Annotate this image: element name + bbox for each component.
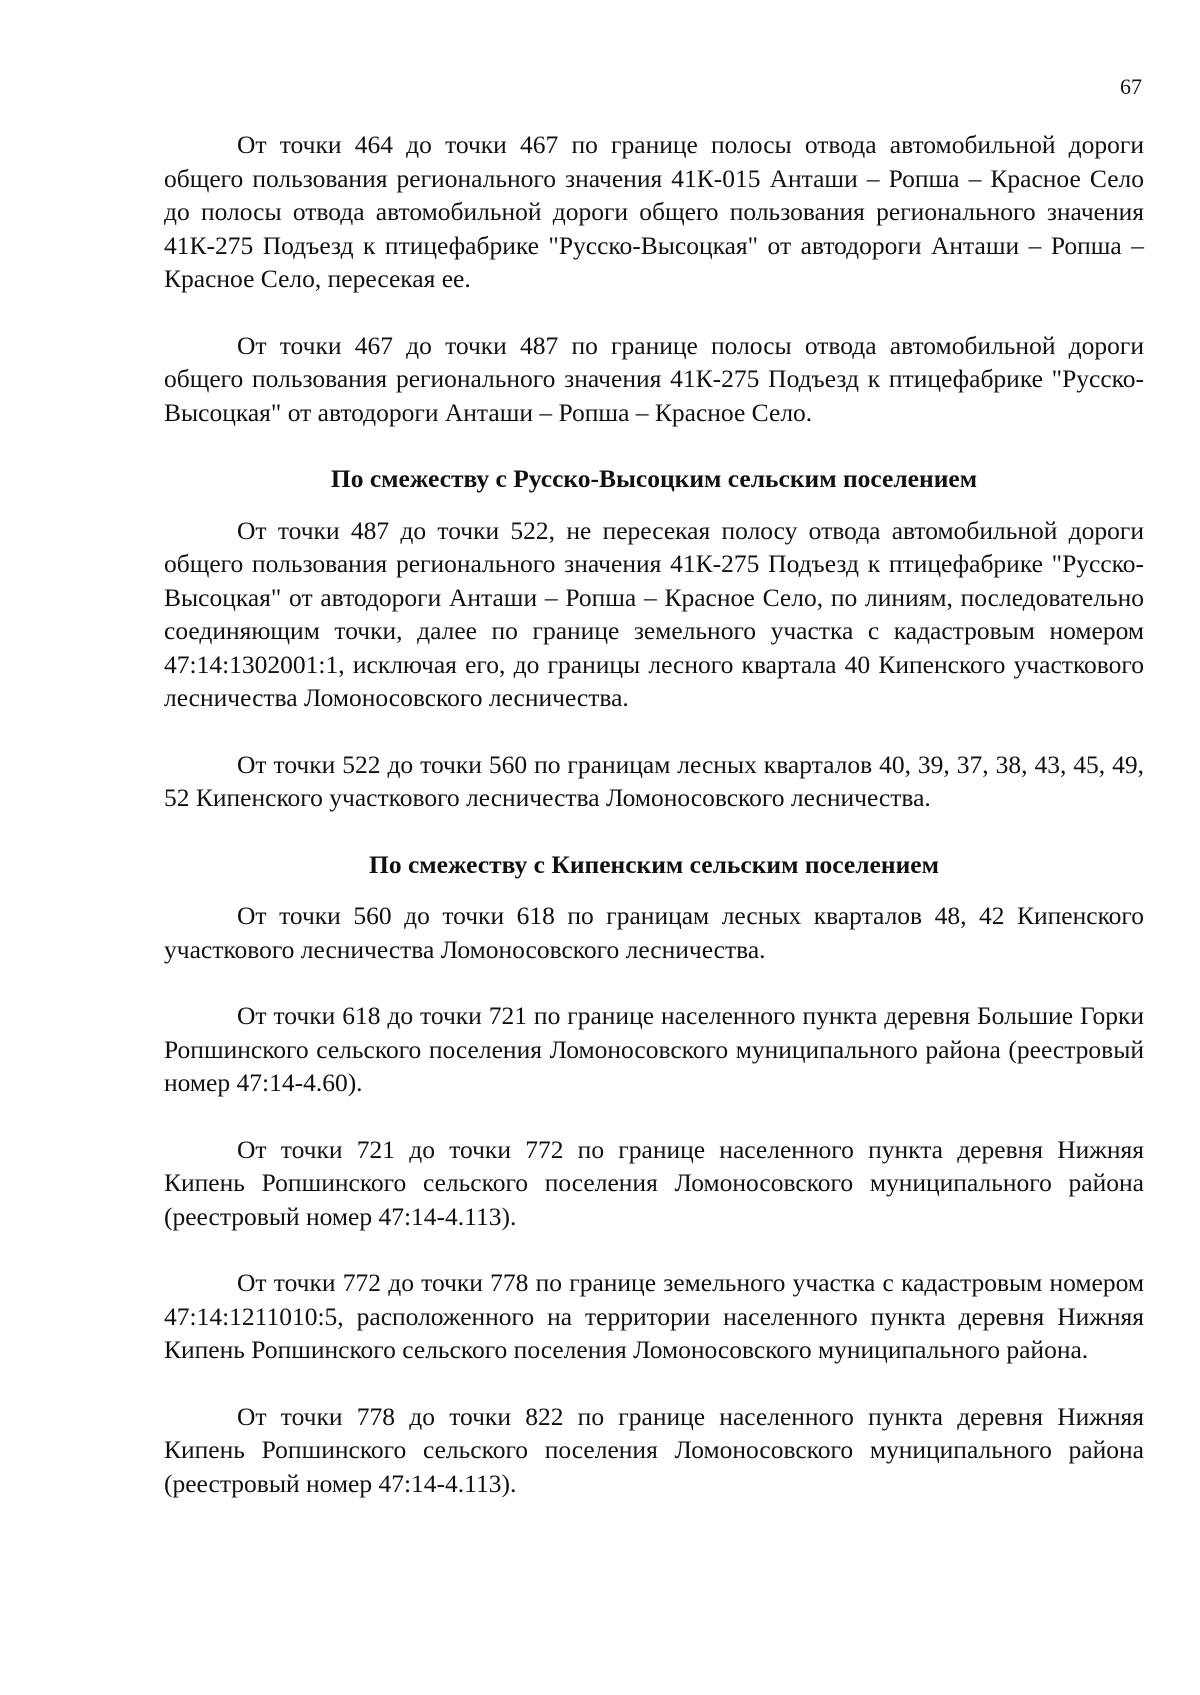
paragraph-segment-772-778: От точки 772 до точки 778 по границе земельного участка с кадастровым номером 47:14:1211010:5, расположенного на территории населенного пункта деревня Нижняя Кипень Ропшинского сельского поселения Ломоносовского муниципального района. bbox=[164, 1268, 1144, 1364]
section-heading-kipenskoe: По смежеству с Кипенским сельским поселением bbox=[369, 849, 939, 879]
paragraph-segment-522-560: От точки 522 до точки 560 по границам лесных кварталов 40, 39, 37, 38, 43, 45, 49, 52 Кипенского участкового лесничества Ломоносовского лесничества. bbox=[164, 749, 1144, 812]
paragraph-segment-778-822: От точки 778 до точки 822 по границе населенного пункта деревня Нижняя Кипень Ропшинского сельского поселения Ломоносовского муниципального района (реестровый номер 47:14-4.113). bbox=[164, 1401, 1144, 1498]
paragraph-segment-560-618: От точки 560 до точки 618 по границам лесных кварталов 48, 42 Кипенского участкового лесничества Ломоносовского лесничества. bbox=[164, 901, 1144, 964]
paragraph-segment-487-522: От точки 487 до точки 522, не пересекая полосу отвода автомобильной дороги общего пользования регионального значения 41К-275 Подъезд к птицефабрике "Русско-Высоцкая" от автодороги Анташи – Ропша – Красное Село, по линиям, последовательно соединяющим точки, далее по границе земельного участка с кадастровым номером 47:14:1302001:1, исключая его, до границы лесного квартала 40 Кипенского участкового лесничества Ломоносовского лесничества. bbox=[164, 515, 1144, 712]
paragraph-segment-721-772: От точки 721 до точки 772 по границе населенного пункта деревня Нижняя Кипень Ропшинского сельского поселения Ломоносовского муниципального района (реестровый номер 47:14-4.113). bbox=[164, 1134, 1144, 1231]
paragraph-segment-464-467: От точки 464 до точки 467 по границе полосы отвода автомобильной дороги общего пользования регионального значения 41К-015 Анташи – Ропша – Красное Село до полосы отвода автомобильной дороги общего пользования регионального значения 41К-275 Подъезд к птицефабрике "Русско-Высоцкая" от автодороги Анташи – Ропша – Красное Село, пересекая ее. bbox=[164, 130, 1144, 293]
document-body bbox=[164, 128, 1144, 1533]
paragraph-segment-467-487: От точки 467 до точки 487 по границе полосы отвода автомобильной дороги общего пользования регионального значения 41К-275 Подъезд к птицефабрике "Русско-Высоцкая" от автодороги Анташи – Ропша – Красное Село. bbox=[164, 330, 1144, 427]
page-number: 67 bbox=[1120, 74, 1142, 99]
section-heading-russko-vysotskoe: По смежеству с Русско-Высоцким сельским поселением bbox=[330, 464, 978, 493]
paragraph-segment-618-721: От точки 618 до точки 721 по границе населенного пункта деревня Большие Горки Ропшинского сельского поселения Ломоносовского муниципального района (реестровый номер 47:14-4.60). bbox=[164, 1001, 1144, 1097]
